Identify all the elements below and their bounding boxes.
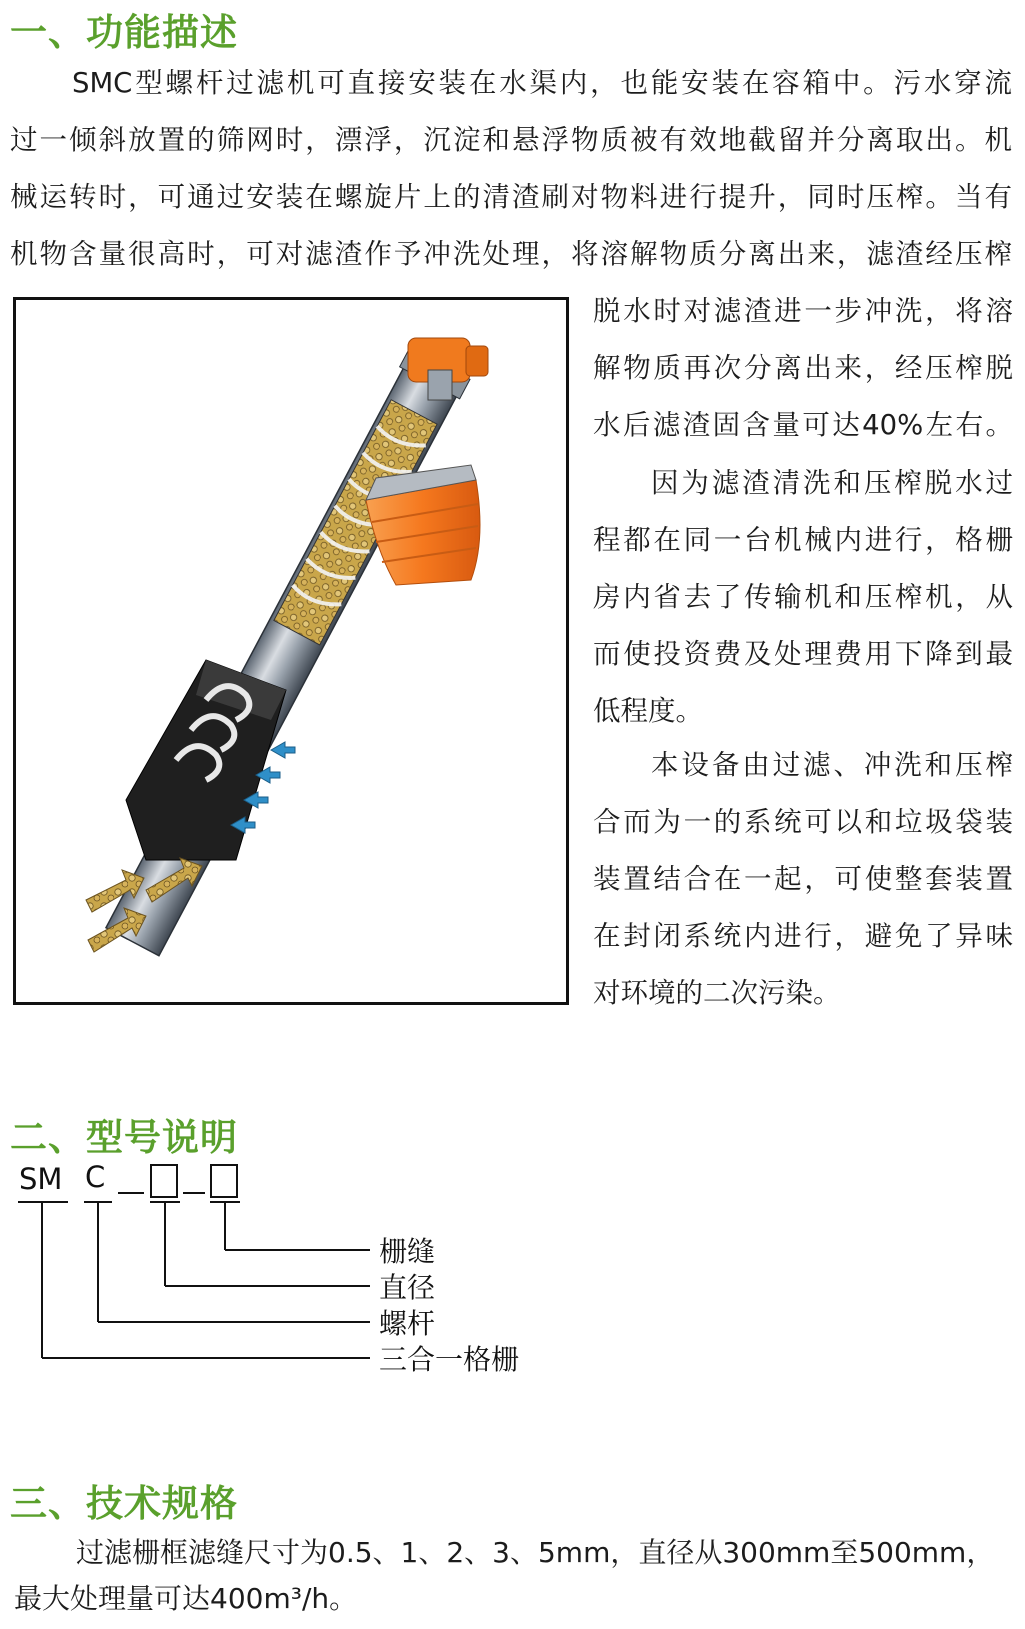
text-line: 水后滤渣固含量可达40%左右。 <box>593 409 1013 441</box>
paragraph-intro <box>10 55 1012 283</box>
section-heading-model: 二、型号说明 <box>10 1116 238 1159</box>
text-line: 合而为一的系统可以和垃圾袋装 <box>593 806 1013 838</box>
discharge-hopper <box>366 465 480 585</box>
text-line: 程都在同一台机械内进行，格栅 <box>593 524 1013 556</box>
spec-line-1: 过滤栅框滤缝尺寸为0.5、1、2、3、5mm，直径从300mm至500mm， <box>76 1536 995 1569</box>
text-line: 而使投资费及处理费用下降到最 <box>593 638 1013 670</box>
text-line: 脱水时对滤渣进一步冲洗，将溶 <box>593 295 1013 327</box>
screw-filter-illustration <box>16 300 566 1002</box>
section-heading-spec: 三、技术规格 <box>10 1482 238 1525</box>
text-line: 因为滤渣清洗和压榨脱水过 <box>651 467 1013 499</box>
text-line: 房内省去了传输机和压榨机，从 <box>593 581 1013 613</box>
text-line: SMC型螺杆过滤机可直接安装在水渠内，也能安装在容箱中。污水穿流 <box>72 67 1012 99</box>
screw-tube <box>102 347 470 957</box>
text-line: 装置结合在一起，可使整套装置 <box>593 863 1013 895</box>
machine-illustration-frame <box>13 297 569 1005</box>
paragraph-cleaning <box>593 455 1013 740</box>
paragraph-intro-continued <box>593 283 1013 454</box>
text-line: 解物质再次分离出来，经压榨脱 <box>593 352 1013 384</box>
text-line: 对环境的二次污染。 <box>593 977 841 1009</box>
inlet-box <box>126 660 286 860</box>
spec-line-2: 最大处理量可达400m³/h。 <box>14 1582 358 1615</box>
text-line: 过一倾斜放置的筛网时，漂浮，沉淀和悬浮物质被有效地截留并分离取出。机 <box>10 124 1012 156</box>
label-gap: 栅缝 <box>379 1235 436 1268</box>
model-code-sm: SM <box>19 1162 63 1196</box>
label-diameter: 直径 <box>379 1271 436 1304</box>
text-line: 在封闭系统内进行，避免了异味 <box>593 920 1013 952</box>
model-code-c: C <box>85 1160 106 1194</box>
label-three-in-one-screen: 三合一格栅 <box>379 1343 520 1376</box>
label-screw: 螺杆 <box>379 1307 436 1340</box>
text-line: 械运转时，可通过安装在螺旋片上的清渣刷对物料进行提升，同时压榨。当有 <box>10 181 1012 213</box>
text-line: 机物含量很高时，可对滤渣作予冲洗处理，将溶解物质分离出来，滤渣经压榨 <box>10 238 1012 270</box>
paragraph-system <box>593 737 1013 1022</box>
text-line: 本设备由过滤、冲洗和压榨 <box>651 749 1013 781</box>
text-line: 低程度。 <box>593 695 703 727</box>
section-heading-function: 一、功能描述 <box>10 11 238 54</box>
model-code-leader-lines <box>0 1190 400 1390</box>
